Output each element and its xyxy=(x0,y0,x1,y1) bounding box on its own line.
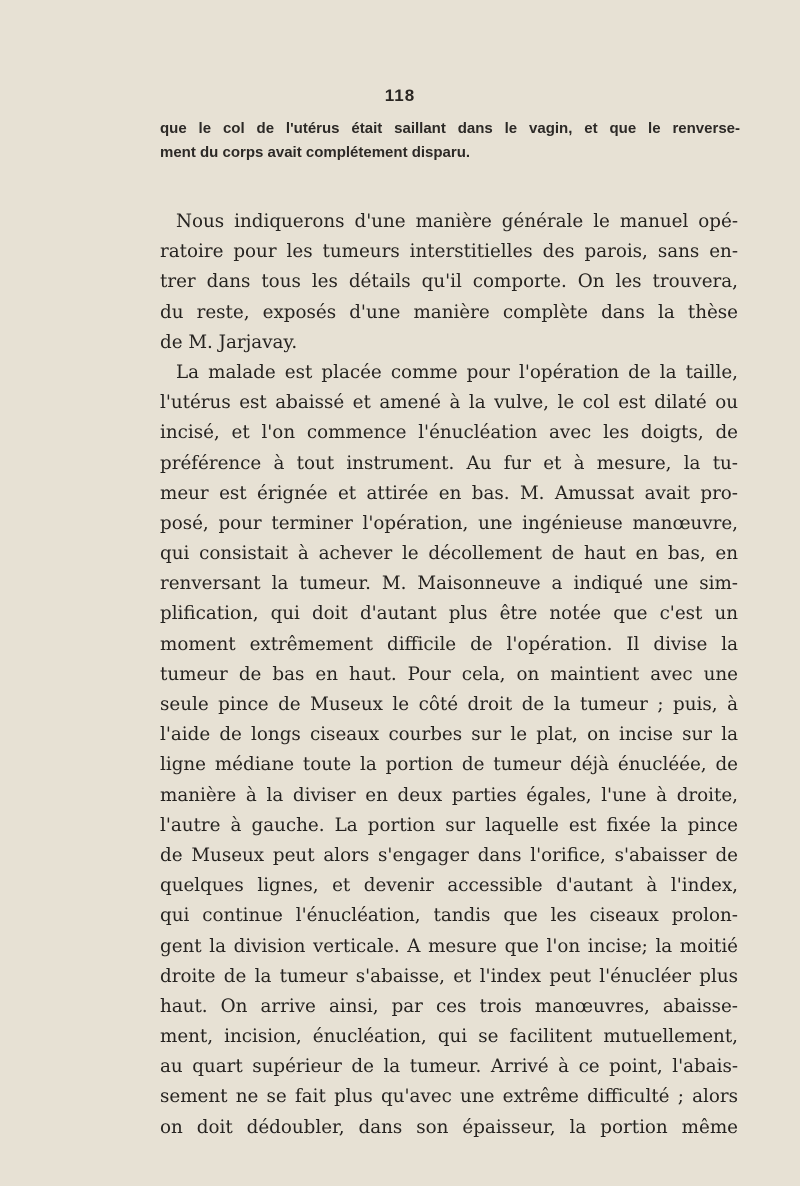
text-line: renversant la tumeur. M. Maisonneuve a indiqué une sim- xyxy=(160,573,738,595)
text-line: l'aide de longs ciseaux courbes sur le plat, on incise sur la xyxy=(160,724,738,746)
text-line: tumeur de bas en haut. Pour cela, on maintient avec une xyxy=(160,663,738,685)
page-number: 118 xyxy=(384,86,416,105)
text-line: sement ne se fait plus qu'avec une extrême difficulté ; alors xyxy=(160,1086,738,1108)
text-line: haut. On arrive ainsi, par ces trois manœuvres, abaisse- xyxy=(160,995,738,1017)
text-line: ratoire pour les tumeurs interstitielles des parois, sans en- xyxy=(160,241,738,263)
continued-paragraph xyxy=(160,117,740,165)
text-line: meur est érignée et attirée en bas. M. Amussat avait pro- xyxy=(160,482,738,504)
text-line: qui consistait à achever le décollement de haut en bas, en xyxy=(160,543,738,565)
text-line: qui continue l'énucléation, tandis que les ciseaux prolon- xyxy=(160,905,738,927)
text-line: que le col de l'utérus était saillant dans le vagin, et que le renverse- xyxy=(160,120,740,137)
text-line: gent la division verticale. A mesure que l'on incise; la moitié xyxy=(160,935,738,957)
text-line: on doit dédoubler, dans son épaisseur, la portion même xyxy=(160,1116,738,1138)
text-line: incisé, et l'on commence l'énucléation avec les doigts, de xyxy=(160,422,738,444)
main-text-block xyxy=(160,207,738,1143)
text-line: moment extrêmement difficile de l'opération. Il divise la xyxy=(160,633,738,655)
text-line: droite de la tumeur s'abaisse, et l'index peut l'énucléer plus xyxy=(160,965,738,987)
text-line: préférence à tout instrument. Au fur et à mesure, la tu- xyxy=(160,452,738,474)
text-line: de Museux peut alors s'engager dans l'orifice, s'abaisser de xyxy=(160,844,738,866)
text-line: posé, pour terminer l'opération, une ingénieuse manœuvre, xyxy=(160,512,738,534)
text-line: ment, incision, énucléation, qui se facilitent mutuellement, xyxy=(160,1026,738,1048)
text-line: manière à la diviser en deux parties égales, l'une à droite, xyxy=(160,784,738,806)
text-line: ment du corps avait complétement disparu. xyxy=(160,144,471,161)
text-line: l'autre à gauche. La portion sur laquelle est fixée la pince xyxy=(160,814,738,836)
text-line: au quart supérieur de la tumeur. Arrivé à ce point, l'abais- xyxy=(160,1056,738,1078)
text-line: de M. Jarjavay. xyxy=(160,331,298,353)
text-line: du reste, exposés d'une manière complète dans la thèse xyxy=(160,301,738,323)
text-line: l'utérus est abaissé et amené à la vulve, le col est dilaté ou xyxy=(160,392,738,414)
text-line: Nous indiquerons d'une manière générale le manuel opé- xyxy=(176,211,738,232)
text-line: plification, qui doit d'autant plus être notée que c'est un xyxy=(160,603,738,625)
text-line: quelques lignes, et devenir accessible d'autant à l'index, xyxy=(160,875,738,897)
text-line: ligne médiane toute la portion de tumeur déjà énucléée, de xyxy=(160,754,738,776)
text-line: trer dans tous les détails qu'il comporte. On les trouvera, xyxy=(160,271,738,293)
text-line: seule pince de Museux le côté droit de la tumeur ; puis, à xyxy=(160,694,738,715)
text-line: La malade est placée comme pour l'opération de la taille, xyxy=(176,361,738,383)
